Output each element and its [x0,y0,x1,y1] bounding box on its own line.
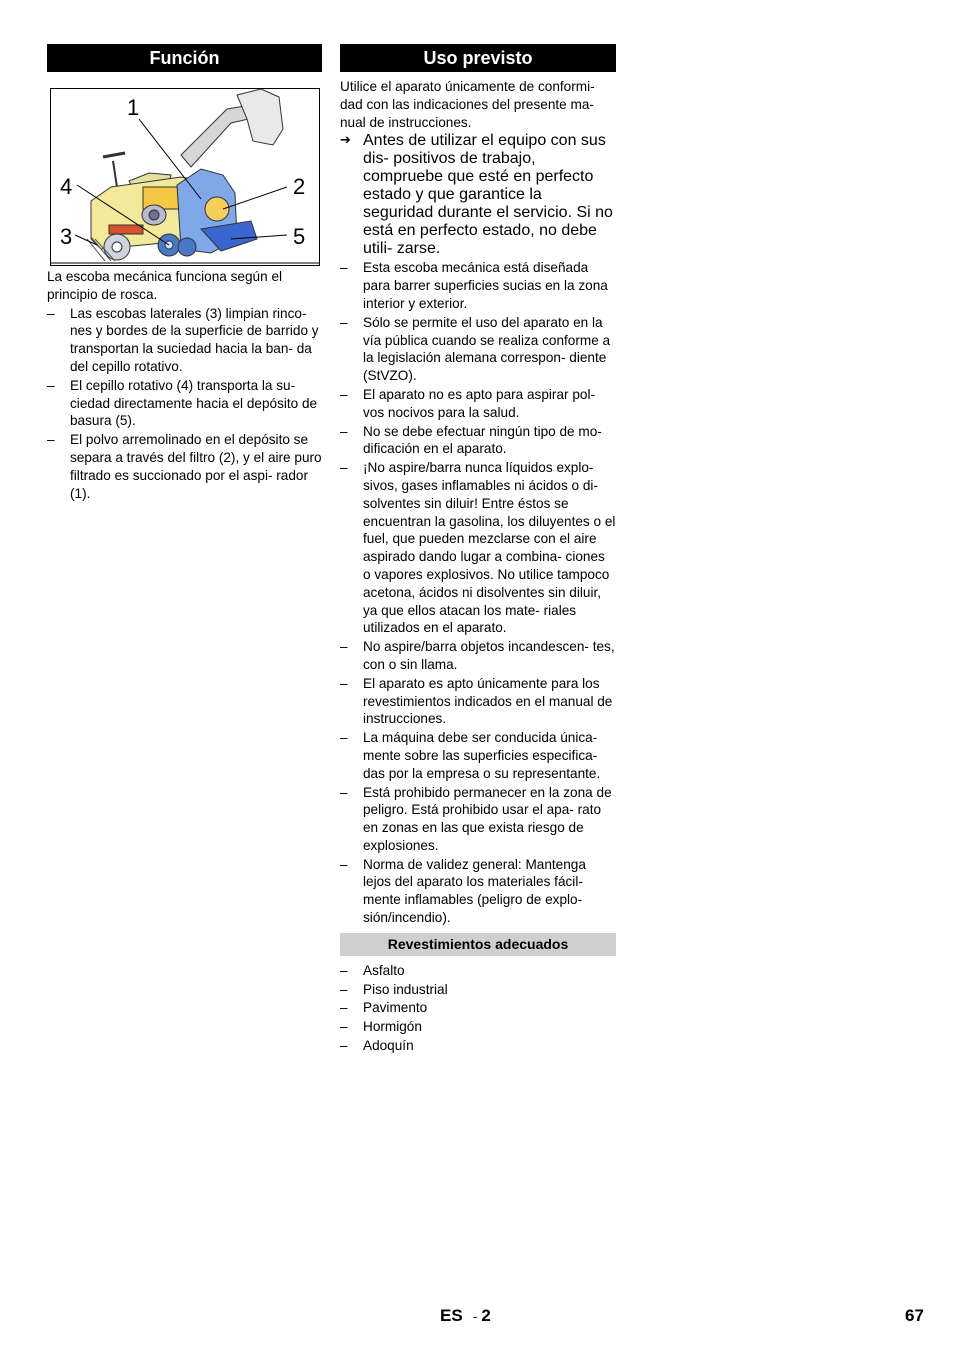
list-item: – Asfalto [340,962,616,980]
list-item: – Está prohibido permanecer en la zona de peligro. Está prohibido usar el apa- rato en zonas en las que exista riesgo de explosiones. [340,784,616,855]
instruction-text: Antes de utilizar el equipo con sus dis- positivos de trabajo, compruebe que esté en perfecto estado y que garantice la seguridad durante el servicio. Si no está en perfecto estado, no debe utili- zarse. [363,132,613,258]
page-number: 67 [905,1306,924,1325]
list-item: – Adoquín [340,1037,616,1055]
list-item: – Norma de validez general: Mantenga lejos del aparato los materiales fácil- mente inflamables (peligro de explo- sión/incendio). [340,856,616,927]
sweeper-figure [50,88,320,266]
left-column [47,44,322,503]
section-heading-uso-previsto: Uso previsto [340,44,616,72]
callout-1: 1 [127,95,140,120]
list-item: – El polvo arremolinado en el depósito se separa a través del filtro (2), y el aire puro filtrado es succionado por el aspi- rador (1). [47,431,322,502]
list-item: – Piso industrial [340,981,616,999]
list-item: – Las escobas laterales (3) limpian rinco- nes y bordes de la superficie de barrido y transportan la suciedad hacia la ban- da del cepillo rotativo. [47,305,322,376]
function-list [47,305,322,503]
callout-3: 3 [60,224,73,249]
list-item: – Esta escoba mecánica está diseñada para barrer superficies sucias en la zona interior y exterior. [340,259,616,312]
footer-separator: - [472,1308,478,1324]
list-item: – No se debe efectuar ningún tipo de mo- dificación en el aparato. [340,423,616,459]
list-item: – La máquina debe ser conducida única- mente sobre las superficies especifica- das por la empresa o su representante. [340,729,616,782]
list-item: – El aparato no es apto para aspirar pol- vos nocivos para la salud. [340,386,616,422]
callout-4: 4 [60,174,73,199]
use-list [340,259,616,926]
list-item: – Hormigón [340,1018,616,1036]
surfaces-list [340,962,616,1055]
footer-section-label [440,1306,491,1326]
callout-2: 2 [293,174,306,199]
list-item: – El aparato es apto únicamente para los revestimientos indicados en el manual de instrucciones. [340,675,616,728]
list-item: – Pavimento [340,999,616,1017]
instruction-item [340,132,616,258]
footer-section-number: 2 [481,1306,491,1325]
section-heading-funcion: Función [47,44,322,72]
list-item: – El cepillo rotativo (4) transporta la su- ciedad directamente hacia el depósito de basura (5). [47,377,322,430]
subheading-revestimientos: Revestimientos adecuados [340,933,616,956]
callout-5: 5 [293,224,306,249]
list-item: – No aspire/barra objetos incandescen- tes, con o sin llama. [340,638,616,674]
right-column [340,44,616,1056]
list-item: – Sólo se permite el uso del aparato en la vía pública cuando se realiza conforme a la legislación alemana correspon- diente (StVZO). [340,314,616,385]
arrow-right-icon: ➔ [340,132,351,148]
sweeper-illustration [51,89,319,265]
list-item: – ¡No aspire/barra nunca líquidos explo- sivos, gases inflamables ni ácidos o di- solventes sin diluir! Entre éstos se encuentran la gasolina, los diluyentes o el fuel, que pueden mezclarse con el aire aspirado dando lugar a combina- ciones o vapores explosivos. No utilice tampoco acetona, ácidos ni disolventes sin diluir, ya que ellos atacan los mate- riales utilizados en el aparato. [340,459,616,637]
use-intro: Utilice el aparato únicamente de conformi- dad con las indicaciones del presente ma- nual de instrucciones. [340,79,595,130]
footer-language: ES [440,1306,463,1325]
function-intro: La escoba mecánica funciona según el principio de rosca. [47,269,283,302]
